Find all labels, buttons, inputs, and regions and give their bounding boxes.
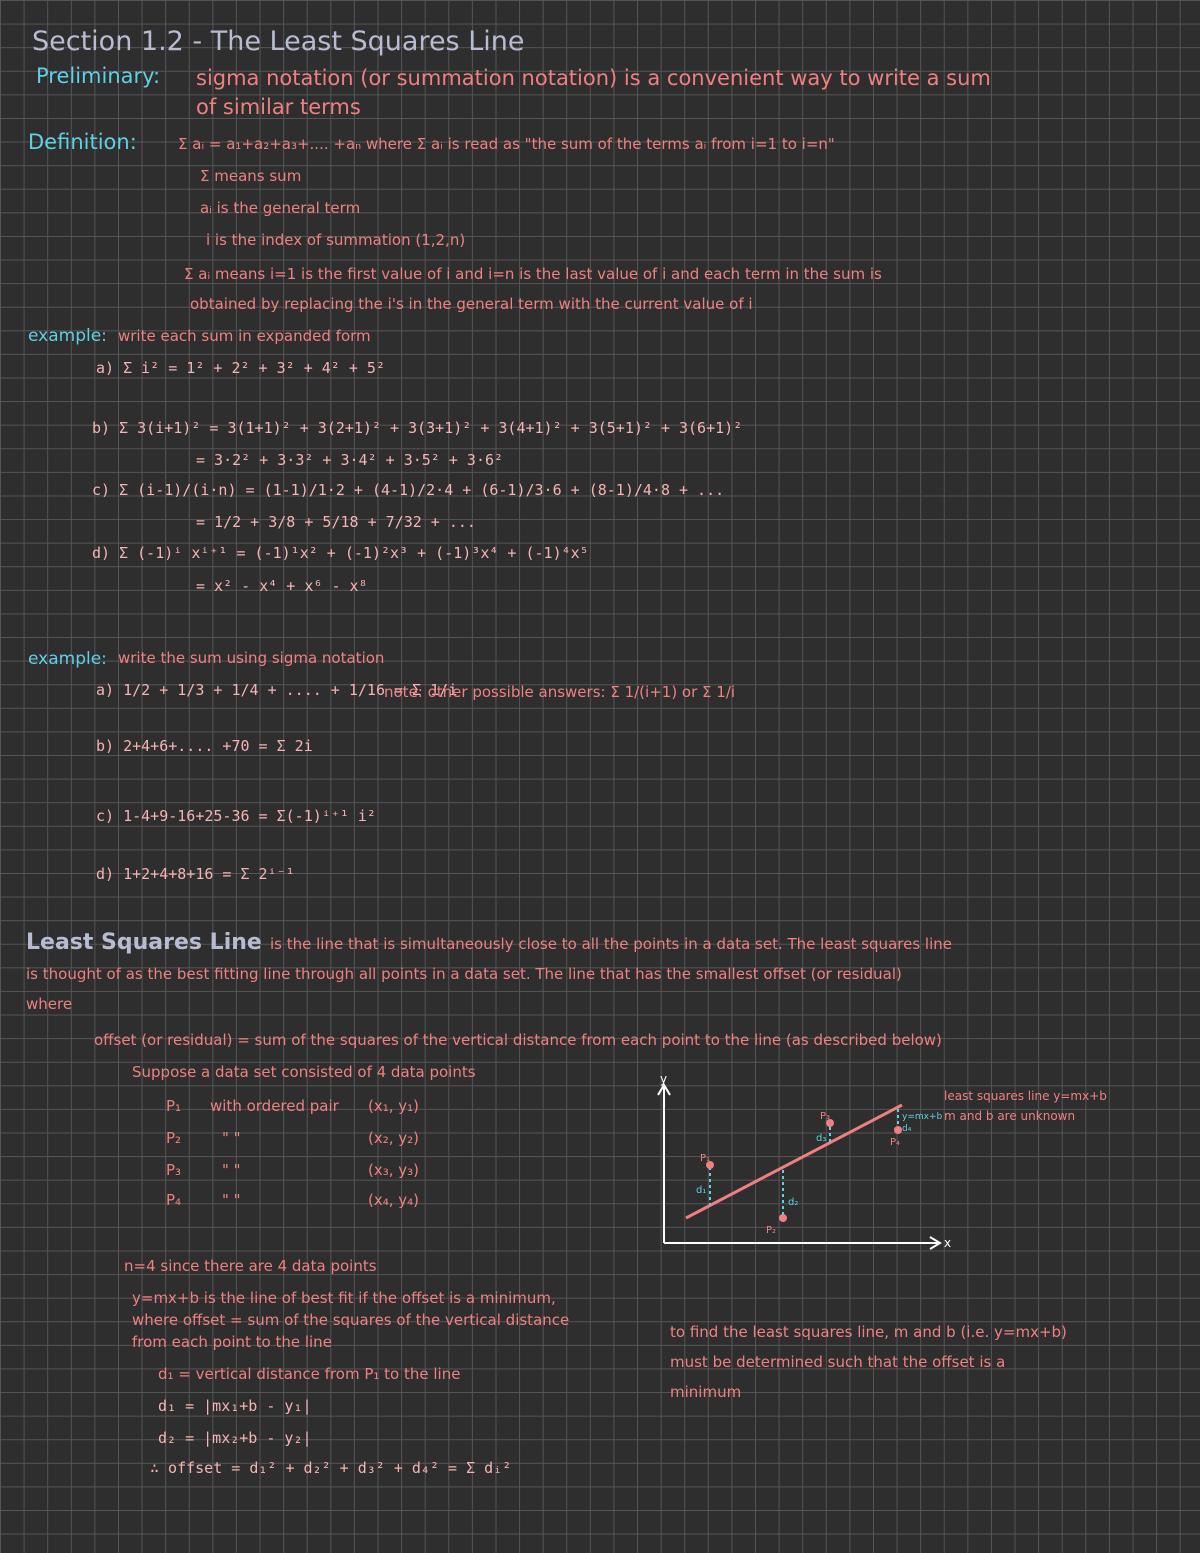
graph-note: least squares line y=mx+b <box>944 1089 1107 1103</box>
point-desc: with ordered pair <box>210 1097 339 1115</box>
example-label: example: <box>28 649 107 669</box>
y-axis-label: y <box>660 1075 668 1086</box>
graph-note: m and b are unknown <box>944 1109 1076 1123</box>
point-label: P₃ <box>166 1161 182 1179</box>
line-label: y=mx+b <box>902 1112 943 1122</box>
data-point-p2 <box>779 1214 787 1222</box>
point-label: P₄ <box>166 1191 182 1209</box>
definition-line: aᵢ is the general term <box>200 199 361 217</box>
page-title: Section 1.2 - The Least Squares Line <box>32 26 525 57</box>
point-desc: " " <box>222 1129 241 1147</box>
lsl-text-2: is thought of as the best fitting line through all points in a data set. The line that has the smallest offset (or residual) <box>26 965 902 983</box>
lsl-text-3: where <box>26 995 73 1013</box>
lsl-term: Least Squares Line <box>26 930 262 955</box>
p4-label: P₄ <box>890 1137 901 1148</box>
least-squares-graph <box>640 1075 970 1260</box>
p2-label: P₂ <box>766 1225 777 1236</box>
best-fit-text: from each point to the line <box>132 1333 332 1351</box>
definition-line: obtained by replacing the i's in the general term with the current value of i <box>190 295 753 313</box>
point-coords: (x₄, y₄) <box>368 1191 420 1209</box>
definition-line: Σ means sum <box>200 167 302 185</box>
example-1-b-simplified: = 3·2² + 3·3² + 3·4² + 3·5² + 3·6² <box>196 451 504 469</box>
find-text: minimum <box>670 1383 742 1401</box>
find-text: must be determined such that the offset is a <box>670 1353 1006 1371</box>
p1-label: P₁ <box>700 1153 711 1164</box>
x-axis-label: x <box>944 1236 952 1250</box>
point-desc: " " <box>222 1161 241 1179</box>
example-2-note: note: other possible answers: Σ 1/(i+1) or Σ 1/i <box>384 683 736 701</box>
example-2-c: c) 1-4+9-16+25-36 = Σ(-1)ⁱ⁺¹ i² <box>96 807 376 825</box>
d1-formula: d₁ = |mx₁+b - y₁| <box>158 1397 312 1415</box>
d1-definition: d₁ = vertical distance from P₁ to the line <box>158 1365 461 1383</box>
lsl-text-1: is the line that is simultaneously close to all the points in a data set. The least squares line <box>270 935 952 953</box>
example-1-c-simplified: = 1/2 + 3/8 + 5/18 + 7/32 + ... <box>196 513 476 531</box>
example-heading: write each sum in expanded form <box>118 327 371 345</box>
preliminary-text-1: sigma notation (or summation notation) is a convenient way to write a sum <box>196 66 991 90</box>
example-1-b: b) Σ 3(i+1)² = 3(1+1)² + 3(2+1)² + 3(3+1)² + 3(4+1)² + 3(5+1)² + 3(6+1)² <box>92 419 743 437</box>
point-desc: " " <box>222 1191 241 1209</box>
d2-label: d₂ <box>788 1197 799 1208</box>
definition-label: Definition: <box>28 130 137 154</box>
d3-label: d₃ <box>816 1133 827 1144</box>
best-fit-text: where offset = sum of the squares of the vertical distance <box>132 1311 570 1329</box>
point-coords: (x₂, y₂) <box>368 1129 420 1147</box>
example-1-d-simplified: = x² - x⁴ + x⁶ - x⁸ <box>196 577 368 595</box>
point-label: P₁ <box>166 1097 182 1115</box>
example-1-d: d) Σ (-1)ⁱ xⁱ⁺¹ = (-1)¹x² + (-1)²x³ + (-1)³x⁴ + (-1)⁴x⁵ <box>92 544 589 562</box>
definition-formula: Σ aᵢ = a₁+a₂+a₃+.... +aₙ where Σ aᵢ is read as "the sum of the terms aᵢ from i=1 to i=n" <box>178 135 835 153</box>
example-2-d: d) 1+2+4+8+16 = Σ 2ⁱ⁻¹ <box>96 865 295 883</box>
example-label: example: <box>28 326 107 346</box>
best-fit-text: y=mx+b is the line of best fit if the offset is a minimum, <box>132 1289 556 1307</box>
definition-line: i is the index of summation (1,2,n) <box>206 231 466 249</box>
preliminary-label: Preliminary: <box>36 64 161 88</box>
point-coords: (x₁, y₁) <box>368 1097 420 1115</box>
n-note: n=4 since there are 4 data points <box>124 1257 377 1275</box>
p3-label: P₃ <box>820 1111 831 1122</box>
data-point-p4 <box>894 1126 902 1134</box>
offset-definition: offset (or residual) = sum of the squares of the vertical distance from each point to the line (as described below) <box>94 1031 942 1049</box>
definition-line: Σ aᵢ means i=1 is the first value of i and i=n is the last value of i and each term in the sum is <box>184 265 882 283</box>
example-2-b: b) 2+4+6+.... +70 = Σ 2i <box>96 737 313 755</box>
find-text: to find the least squares line, m and b (i.e. y=mx+b) <box>670 1323 1067 1341</box>
offset-formula: ∴ offset = d₁² + d₂² + d₃² + d₄² = Σ dᵢ² <box>150 1459 512 1477</box>
point-label: P₂ <box>166 1129 182 1147</box>
d1-label: d₁ <box>696 1185 707 1196</box>
suppose-text: Suppose a data set consisted of 4 data points <box>132 1063 476 1081</box>
d4-label: d₄ <box>902 1124 912 1134</box>
example-heading: write the sum using sigma notation <box>118 649 385 667</box>
preliminary-text-2: of similar terms <box>196 95 361 119</box>
point-coords: (x₃, y₃) <box>368 1161 420 1179</box>
d2-formula: d₂ = |mx₂+b - y₂| <box>158 1429 312 1447</box>
example-1-c: c) Σ (i-1)/(i·n) = (1-1)/1·2 + (4-1)/2·4 + (6-1)/3·6 + (8-1)/4·8 + ... <box>92 481 725 499</box>
example-1-a: a) Σ i² = 1² + 2² + 3² + 4² + 5² <box>96 359 385 377</box>
example-2-a: a) 1/2 + 1/3 + 1/4 + .... + 1/16 = Σ 1/i <box>96 681 458 699</box>
